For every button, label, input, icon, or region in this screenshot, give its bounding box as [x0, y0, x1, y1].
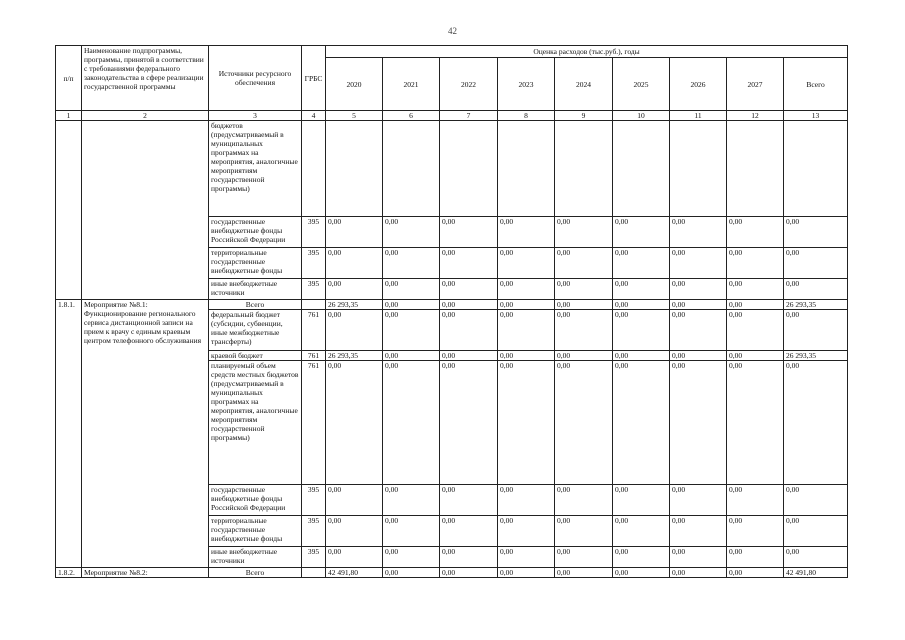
header-expenses-group: Оценка расходов (тыс.руб.), годы: [326, 46, 848, 58]
value-cell: 0,00: [440, 217, 498, 248]
value-cell: [670, 121, 727, 217]
grbs-cell: 395: [302, 485, 326, 516]
source-cell: Всего: [209, 300, 302, 310]
value-cell: 0,00: [326, 279, 383, 300]
column-number: 11: [670, 111, 727, 121]
grbs-cell: 761: [302, 361, 326, 485]
value-cell: 0,00: [383, 485, 440, 516]
value-cell: 0,00: [613, 568, 670, 578]
header-year: 2024: [555, 58, 613, 111]
value-cell: 0,00: [727, 361, 784, 485]
total-cell: 0,00: [784, 547, 848, 568]
value-cell: [440, 121, 498, 217]
program-name-cell: [82, 121, 209, 300]
value-cell: 0,00: [555, 361, 613, 485]
value-cell: 0,00: [670, 568, 727, 578]
value-cell: 0,00: [727, 248, 784, 279]
value-cell: 0,00: [440, 279, 498, 300]
value-cell: 0,00: [326, 516, 383, 547]
column-number: 13: [784, 111, 848, 121]
value-cell: 0,00: [498, 248, 555, 279]
value-cell: 0,00: [498, 351, 555, 361]
value-cell: 0,00: [440, 568, 498, 578]
column-number: 4: [302, 111, 326, 121]
value-cell: 0,00: [555, 300, 613, 310]
value-cell: 0,00: [383, 361, 440, 485]
header-num: п/п: [56, 46, 82, 111]
total-cell: 0,00: [784, 516, 848, 547]
value-cell: 0,00: [727, 568, 784, 578]
column-number: 5: [326, 111, 383, 121]
value-cell: 0,00: [727, 351, 784, 361]
header-year: 2021: [383, 58, 440, 111]
measure-number: 1.8.2.: [56, 568, 82, 578]
column-number: 7: [440, 111, 498, 121]
value-cell: 0,00: [555, 516, 613, 547]
source-cell: государственные внебюджетные фонды Российской Федерации: [209, 485, 302, 516]
header-year: 2025: [613, 58, 670, 111]
value-cell: 0,00: [383, 351, 440, 361]
value-cell: 0,00: [440, 300, 498, 310]
header-year: 2027: [727, 58, 784, 111]
value-cell: 0,00: [670, 300, 727, 310]
table-row: [56, 121, 848, 217]
value-cell: 0,00: [727, 547, 784, 568]
grbs-cell: 395: [302, 547, 326, 568]
value-cell: 0,00: [613, 217, 670, 248]
header-year: 2026: [670, 58, 727, 111]
column-number: 3: [209, 111, 302, 121]
value-cell: 0,00: [670, 516, 727, 547]
value-cell: 0,00: [613, 300, 670, 310]
value-cell: 0,00: [613, 516, 670, 547]
value-cell: 0,00: [670, 310, 727, 351]
value-cell: 0,00: [440, 351, 498, 361]
measure-number: 1.8.1.: [56, 300, 82, 568]
value-cell: 0,00: [440, 516, 498, 547]
total-cell: 0,00: [784, 217, 848, 248]
value-cell: 0,00: [383, 568, 440, 578]
source-cell: Всего: [209, 568, 302, 578]
value-cell: 0,00: [383, 516, 440, 547]
value-cell: 0,00: [727, 279, 784, 300]
grbs-cell: 395: [302, 279, 326, 300]
grbs-cell: 395: [302, 248, 326, 279]
total-cell: 26 293,35: [784, 351, 848, 361]
column-number: 1: [56, 111, 82, 121]
total-cell: [784, 121, 848, 217]
total-cell: 0,00: [784, 279, 848, 300]
total-cell: 0,00: [784, 248, 848, 279]
table-row: [56, 300, 848, 310]
header-year: 2022: [440, 58, 498, 111]
value-cell: 0,00: [383, 279, 440, 300]
total-cell: 26 293,35: [784, 300, 848, 310]
value-cell: 0,00: [613, 248, 670, 279]
table-header: [56, 46, 848, 121]
header-program-name: Наименование подпрограммы, программы, принятой в соответствии с требованиями федерального законодательства в сфере реализации государственной программы: [82, 46, 209, 111]
table-row: [56, 568, 848, 578]
column-number: 10: [613, 111, 670, 121]
column-number: 2: [82, 111, 209, 121]
total-cell: 0,00: [784, 310, 848, 351]
value-cell: 0,00: [555, 217, 613, 248]
grbs-cell: 395: [302, 217, 326, 248]
column-number: 6: [383, 111, 440, 121]
value-cell: [383, 121, 440, 217]
source-cell: краевой бюджет: [209, 351, 302, 361]
value-cell: 0,00: [727, 300, 784, 310]
grbs-cell: 395: [302, 516, 326, 547]
measure-name: Мероприятие №8.2:: [82, 568, 209, 578]
value-cell: 0,00: [727, 516, 784, 547]
grbs-cell: [302, 121, 326, 217]
value-cell: 0,00: [440, 248, 498, 279]
value-cell: [555, 121, 613, 217]
value-cell: 0,00: [613, 310, 670, 351]
source-cell: иные внебюджетные источники: [209, 547, 302, 568]
value-cell: 0,00: [555, 248, 613, 279]
value-cell: 0,00: [326, 310, 383, 351]
value-cell: 0,00: [727, 485, 784, 516]
source-cell: иные внебюджетные источники: [209, 279, 302, 300]
value-cell: 0,00: [498, 310, 555, 351]
value-cell: 0,00: [555, 351, 613, 361]
header-year: 2020: [326, 58, 383, 111]
value-cell: [613, 121, 670, 217]
measure-name: Мероприятие №8.1: Функционирование регионального сервиса дистанционной записи на прием к врачу с единым краевым центром телефонного обслуживания: [82, 300, 209, 568]
value-cell: 0,00: [383, 300, 440, 310]
value-cell: 0,00: [326, 248, 383, 279]
total-cell: 42 491,80: [784, 568, 848, 578]
value-cell: 0,00: [555, 547, 613, 568]
value-cell: 0,00: [498, 361, 555, 485]
value-cell: 0,00: [383, 248, 440, 279]
value-cell: 0,00: [727, 310, 784, 351]
value-cell: 0,00: [555, 310, 613, 351]
value-cell: [326, 121, 383, 217]
grbs-cell: [302, 300, 326, 310]
source-cell: федеральный бюджет (субсидии, субвенции, иные межбюджетные трансферты): [209, 310, 302, 351]
total-cell: 0,00: [784, 485, 848, 516]
value-cell: 0,00: [498, 217, 555, 248]
source-cell: государственные внебюджетные фонды Российской Федерации: [209, 217, 302, 248]
grbs-cell: 761: [302, 310, 326, 351]
value-cell: 0,00: [440, 485, 498, 516]
column-number: 9: [555, 111, 613, 121]
value-cell: 0,00: [670, 248, 727, 279]
budget-table: [55, 45, 848, 578]
value-cell: 0,00: [326, 361, 383, 485]
source-cell: бюджетов (предусматриваемый в муниципальных программах на мероприятия, аналогичные мероприятиям государственной программы): [209, 121, 302, 217]
value-cell: 0,00: [555, 485, 613, 516]
value-cell: 0,00: [670, 351, 727, 361]
value-cell: 0,00: [727, 217, 784, 248]
header-total: Всего: [784, 58, 848, 111]
total-cell: 0,00: [784, 361, 848, 485]
value-cell: 0,00: [613, 547, 670, 568]
value-cell: 0,00: [670, 547, 727, 568]
value-cell: 26 293,35: [326, 300, 383, 310]
column-number: 12: [727, 111, 784, 121]
value-cell: 0,00: [555, 568, 613, 578]
value-cell: 0,00: [383, 547, 440, 568]
row-num-cell: [56, 121, 82, 300]
value-cell: 0,00: [326, 547, 383, 568]
value-cell: [498, 121, 555, 217]
header-source: Источники ресурсного обеспечения: [209, 46, 302, 111]
value-cell: 0,00: [498, 279, 555, 300]
value-cell: 0,00: [613, 361, 670, 485]
value-cell: 26 293,35: [326, 351, 383, 361]
value-cell: 42 491,80: [326, 568, 383, 578]
grbs-cell: 761: [302, 351, 326, 361]
value-cell: 0,00: [498, 516, 555, 547]
value-cell: 0,00: [613, 351, 670, 361]
value-cell: 0,00: [383, 217, 440, 248]
value-cell: 0,00: [555, 279, 613, 300]
value-cell: 0,00: [670, 485, 727, 516]
value-cell: 0,00: [498, 547, 555, 568]
value-cell: 0,00: [326, 485, 383, 516]
value-cell: 0,00: [613, 279, 670, 300]
value-cell: 0,00: [326, 217, 383, 248]
value-cell: 0,00: [498, 300, 555, 310]
value-cell: 0,00: [440, 310, 498, 351]
column-number: 8: [498, 111, 555, 121]
value-cell: 0,00: [383, 310, 440, 351]
table-body: [56, 121, 848, 578]
column-numbers-row: [56, 111, 848, 121]
value-cell: 0,00: [670, 279, 727, 300]
source-cell: планируемый объем средств местных бюджетов (предусматриваемый в муниципальных программах на мероприятия, аналогичные мероприятиям государственной программы): [209, 361, 302, 485]
value-cell: 0,00: [670, 217, 727, 248]
page-number: 42: [448, 26, 457, 36]
value-cell: 0,00: [498, 485, 555, 516]
source-cell: территориальные государственные внебюджетные фонды: [209, 248, 302, 279]
header-grbs: ГРБС: [302, 46, 326, 111]
value-cell: 0,00: [440, 547, 498, 568]
value-cell: 0,00: [498, 568, 555, 578]
header-year: 2023: [498, 58, 555, 111]
value-cell: 0,00: [613, 485, 670, 516]
source-cell: территориальные государственные внебюджетные фонды: [209, 516, 302, 547]
value-cell: 0,00: [440, 361, 498, 485]
value-cell: [727, 121, 784, 217]
grbs-cell: [302, 568, 326, 578]
value-cell: 0,00: [670, 361, 727, 485]
